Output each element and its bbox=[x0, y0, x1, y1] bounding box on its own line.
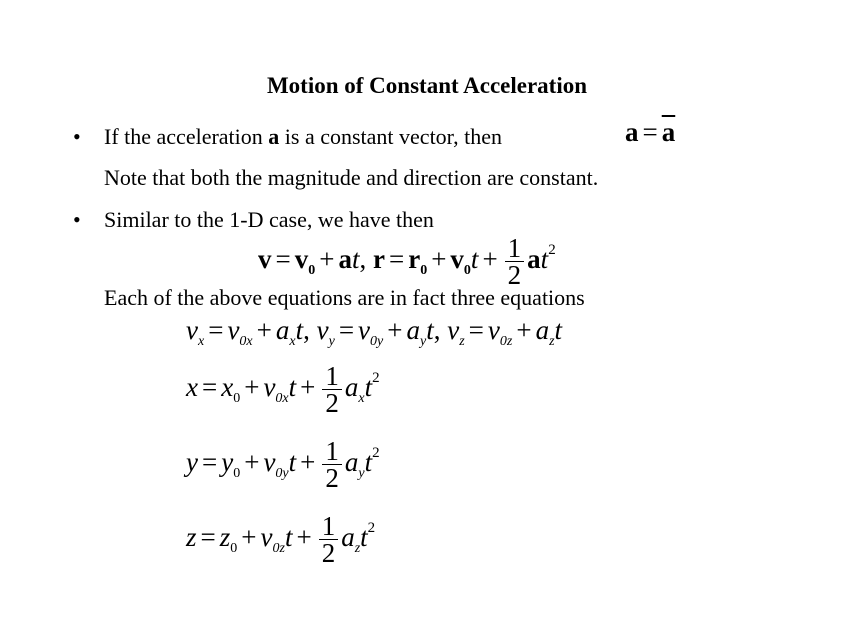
equations-intro-text: Each of the above equations are in fact three equations bbox=[104, 285, 585, 310]
acceleration-symbol: a bbox=[268, 124, 280, 149]
bullet-1-text bbox=[104, 123, 502, 151]
bullet-marker: • bbox=[73, 207, 81, 232]
bullet-2-text: Similar to the 1-D case, we have then bbox=[104, 207, 434, 232]
position-equation-z: $z = z_0 + v_{0z}t$ + $\frac{1}{2}$ $a_zt^2$ bbox=[186, 511, 376, 569]
bullet-1-text-end: is a constant vector, then bbox=[279, 124, 502, 149]
note-text: Note that both the magnitude and direction are constant. bbox=[104, 165, 599, 190]
inline-equation-a-equals-abar: $a = \overline{a}$ bbox=[625, 117, 676, 147]
bullet-marker: • bbox=[73, 124, 81, 149]
vector-equation: $v = v_0$ + at, $r = r_0 + v_0t$ + $\frac{1}{2}$ $at^2$ bbox=[258, 233, 556, 291]
slide-title: Motion of Constant Acceleration bbox=[266, 73, 588, 98]
position-equation-x: $x = x_0 + v_{0x}t$ + $\frac{1}{2}$ $a_xt^2$ bbox=[186, 361, 380, 419]
component-velocity-equation: $v_x = v_{0x} + a_xt$, $v_y = v_{0y} + a_yt$, $v_z = v_{0z} + a_zt$ bbox=[186, 315, 563, 349]
bullet-1-text-start: If the acceleration bbox=[104, 124, 269, 149]
position-equation-y: $y = y_0 + v_{0y}t$ + $\frac{1}{2}$ $a_yt^2$ bbox=[186, 436, 380, 494]
